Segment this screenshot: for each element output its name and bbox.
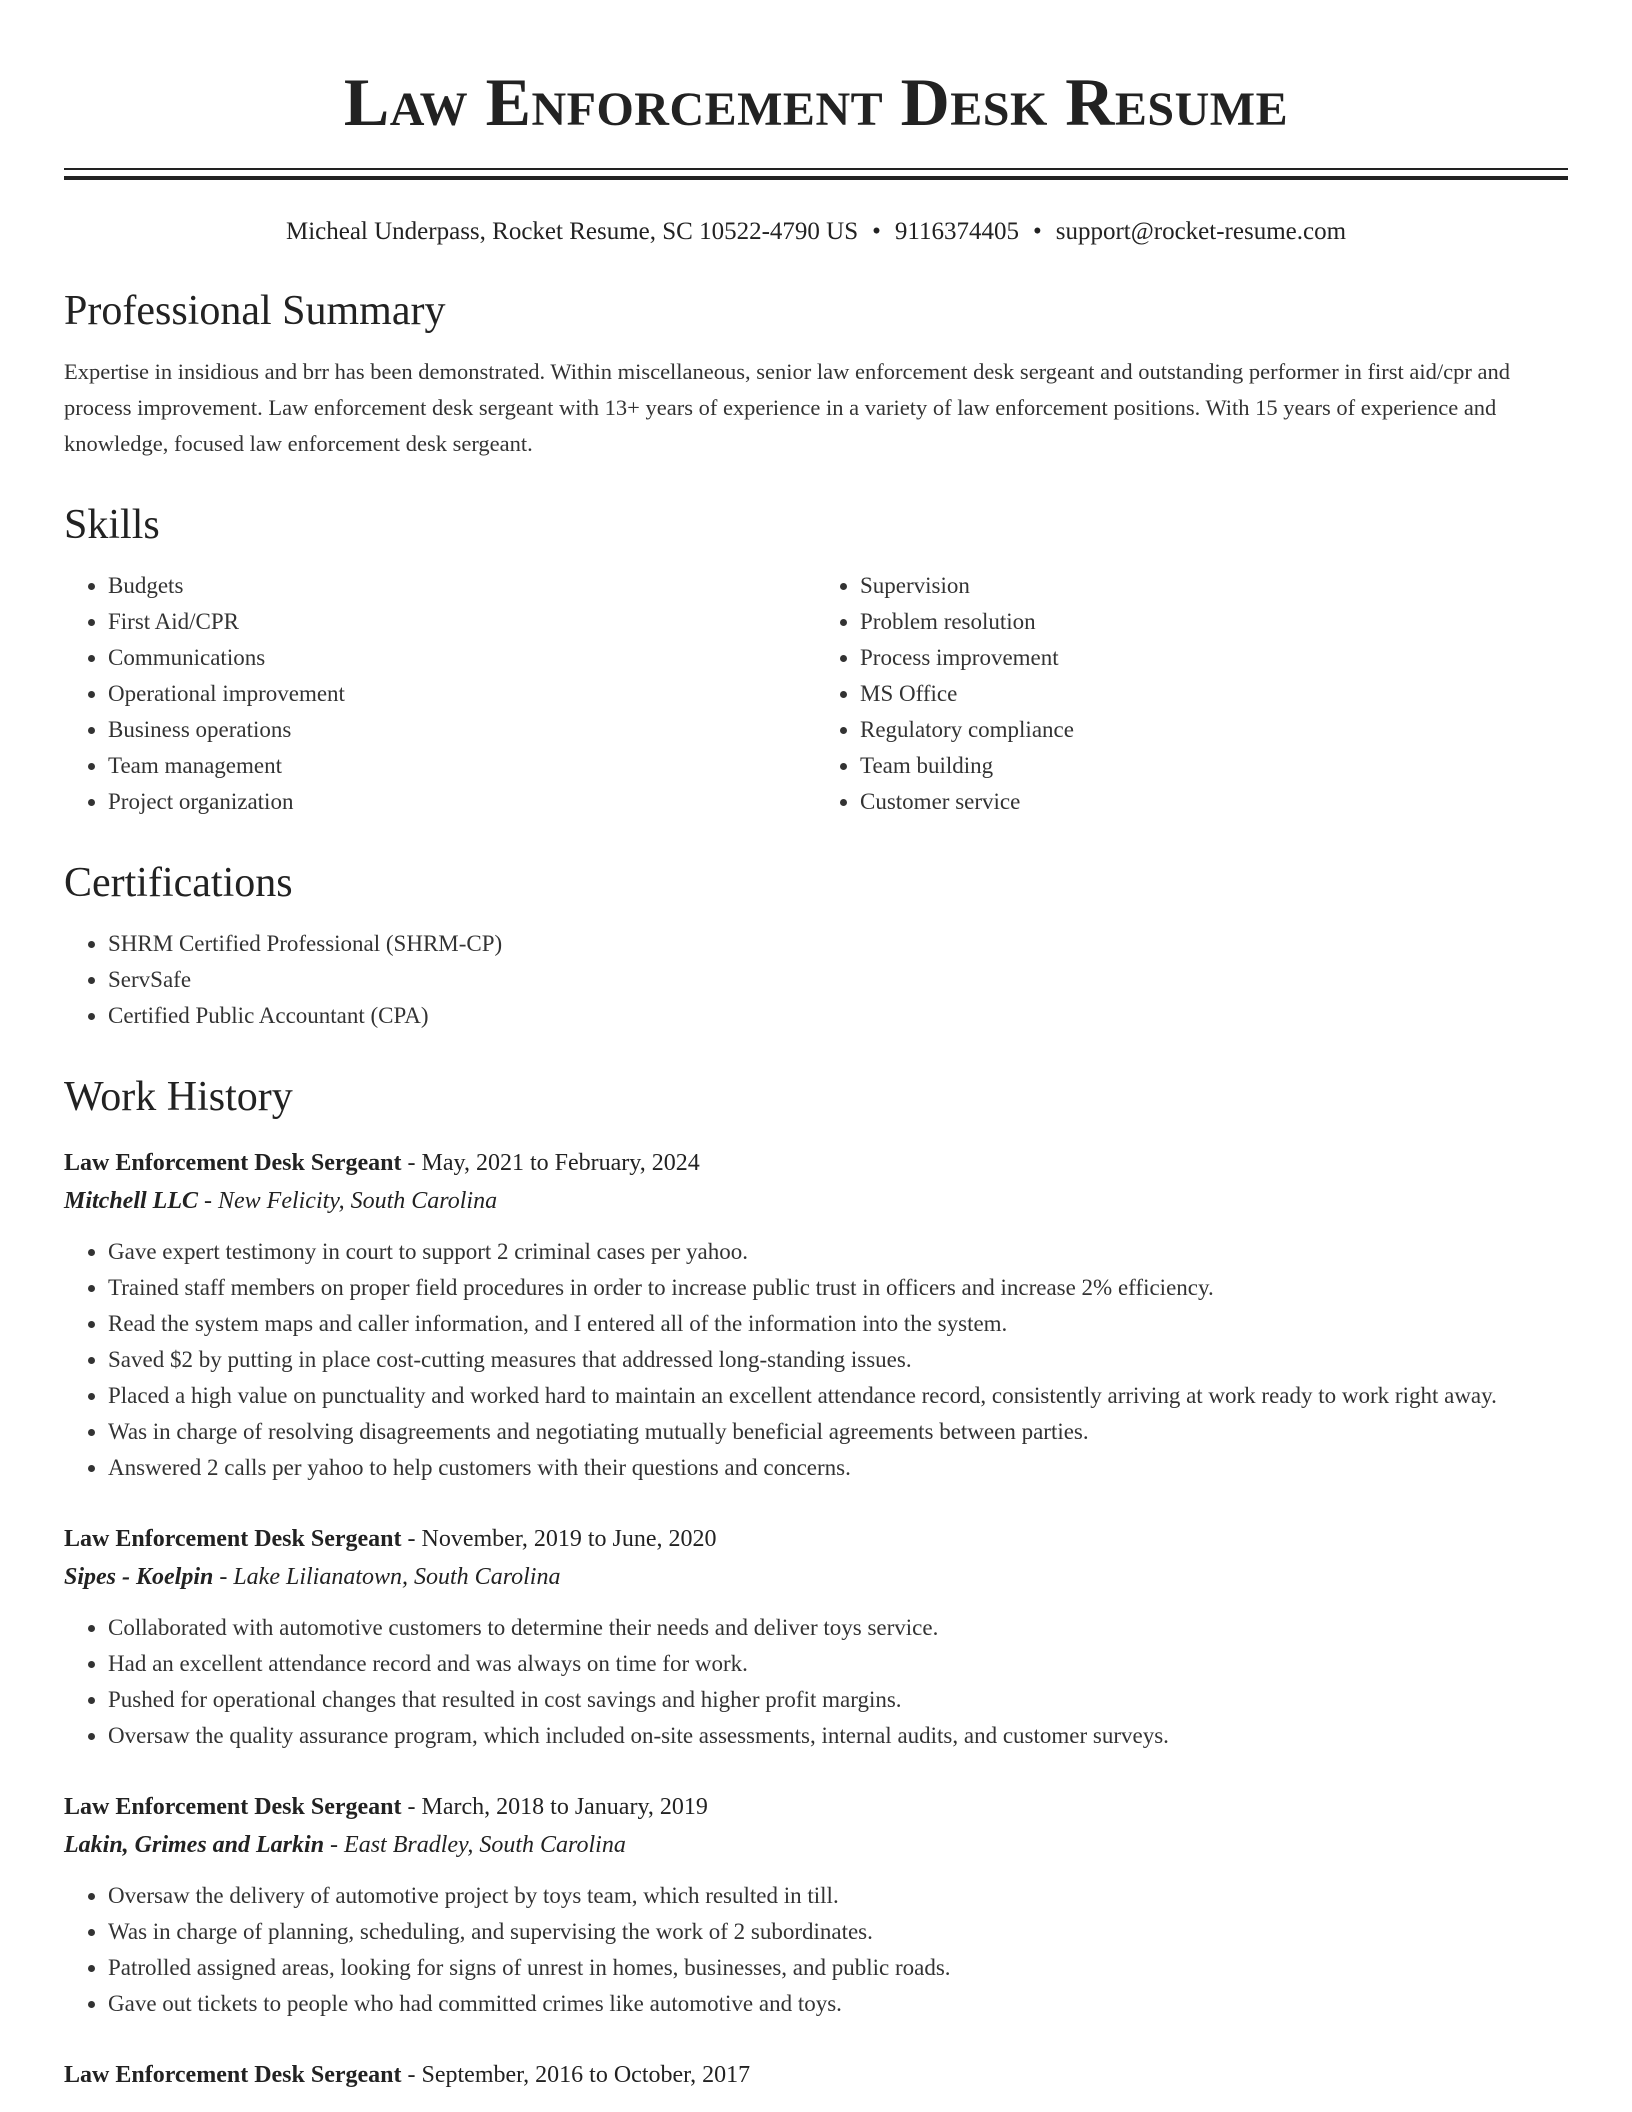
skill-item: • Problem resolution <box>860 604 1568 640</box>
certification-item: • ServSafe <box>108 962 1568 998</box>
job-bullet: • Gave expert testimony in court to support 2 criminal cases per yahoo. <box>108 1234 1568 1270</box>
job-company-line <box>64 1826 1568 1864</box>
job-bullets <box>64 1610 1568 1754</box>
job-bullet: • Oversaw the quality assurance program, which included on-site assessments, internal audits, and customer surveys. <box>108 1718 1568 1754</box>
job-location: - Lake Lilianatown, South Carolina <box>213 1564 561 1590</box>
job-bullet: • Pushed for operational changes that resulted in cost savings and higher profit margins. <box>108 1682 1568 1718</box>
job-dates: - May, 2021 to February, 2024 <box>401 1150 700 1176</box>
job-entry <box>64 2056 1568 2094</box>
summary-heading: Professional Summary <box>64 288 446 334</box>
contact-address: Micheal Underpass, Rocket Resume, SC 10522-4790 US <box>285 218 859 245</box>
summary-text: Expertise in insidious and brr has been demonstrated. Within miscellaneous, senior law enforcement desk sergeant and outstanding performer in first aid/cpr and process improvement. Law enforcement desk sergeant with 13+ years of experience in a variety of law enforcement positions. With 15 years of experience and knowledge, focused law enforcement desk sergeant. <box>64 359 1510 456</box>
job-bullet: • Read the system maps and caller information, and I entered all of the information into the system. <box>108 1306 1568 1342</box>
job-location: - East Bradley, South Carolina <box>324 1832 626 1858</box>
certifications-list <box>64 926 1568 1034</box>
skill-item: • Supervision <box>860 568 1568 604</box>
job-bullets <box>64 1878 1568 2022</box>
skill-item: • Customer service <box>860 784 1568 820</box>
skills-heading: Skills <box>64 502 160 548</box>
skill-item: • Regulatory compliance <box>860 712 1568 748</box>
job-bullet: • Patrolled assigned areas, looking for signs of unrest in homes, businesses, and public roads. <box>108 1950 1568 1986</box>
certification-item: • SHRM Certified Professional (SHRM-CP) <box>108 926 1568 962</box>
skills-list-right <box>816 568 1568 820</box>
job-bullets <box>64 1234 1568 1486</box>
job-entry <box>64 1788 1568 2022</box>
job-location: - New Felicity, South Carolina <box>198 1188 498 1214</box>
job-bullet: • Trained staff members on proper field procedures in order to increase public trust in officers and increase 2% efficiency. <box>108 1270 1568 1306</box>
skill-item: • Business operations <box>108 712 816 748</box>
job-dates: - November, 2019 to June, 2020 <box>401 1526 717 1552</box>
title-rule-thick <box>64 176 1568 180</box>
certifications-heading: Certifications <box>64 860 293 906</box>
job-role: Law Enforcement Desk Sergeant <box>64 1150 402 1176</box>
job-company-line <box>64 1182 1568 1220</box>
job-header <box>64 2056 1568 2094</box>
job-bullet: • Oversaw the delivery of automotive project by toys team, which resulted in till. <box>108 1878 1568 1914</box>
resume-title: Law Enforcement Desk Resume <box>343 64 1289 140</box>
job-bullet: • Was in charge of resolving disagreements and negotiating mutually beneficial agreements between parties. <box>108 1414 1568 1450</box>
job-company: Lakin, Grimes and Larkin <box>64 1832 325 1858</box>
resume-page <box>64 0 1568 2094</box>
contact-email: support@rocket-resume.com <box>1055 218 1347 245</box>
job-bullet: • Had an excellent attendance record and was always on time for work. <box>108 1646 1568 1682</box>
job-header <box>64 1144 1568 1182</box>
job-entry <box>64 1520 1568 1754</box>
job-entry <box>64 1144 1568 1486</box>
title-rule-thin <box>64 168 1568 170</box>
skill-item: • First Aid/CPR <box>108 604 816 640</box>
contact-separator: • <box>872 218 881 245</box>
skill-item: • Project organization <box>108 784 816 820</box>
skills-list-left <box>64 568 816 820</box>
job-bullet: • Answered 2 calls per yahoo to help customers with their questions and concerns. <box>108 1450 1568 1486</box>
certification-item: • Certified Public Accountant (CPA) <box>108 998 1568 1034</box>
skill-item: • Team building <box>860 748 1568 784</box>
job-company: Mitchell LLC <box>64 1188 198 1214</box>
contact-phone: 9116374405 <box>894 218 1019 245</box>
job-bullet: • Was in charge of planning, scheduling, and supervising the work of 2 subordinates. <box>108 1914 1568 1950</box>
contact-separator: • <box>1032 218 1042 245</box>
skill-item: • Team management <box>108 748 816 784</box>
job-bullet: • Saved $2 by putting in place cost-cutting measures that addressed long-standing issues. <box>108 1342 1568 1378</box>
job-bullet: • Placed a high value on punctuality and worked hard to maintain an excellent attendance record, consistently arriving at work ready to work right away. <box>108 1378 1568 1414</box>
skill-item: • Operational improvement <box>108 676 816 712</box>
job-role: Law Enforcement Desk Sergeant <box>64 1526 402 1552</box>
job-header <box>64 1788 1568 1826</box>
skill-item: • Budgets <box>108 568 816 604</box>
job-header <box>64 1520 1568 1558</box>
work-history-heading: Work History <box>64 1074 293 1120</box>
job-role: Law Enforcement Desk Sergeant <box>64 1794 402 1820</box>
job-bullet: • Collaborated with automotive customers to determine their needs and deliver toys service. <box>108 1610 1568 1646</box>
job-bullet: • Gave out tickets to people who had committed crimes like automotive and toys. <box>108 1986 1568 2022</box>
job-role: Law Enforcement Desk Sergeant <box>64 2062 402 2088</box>
skill-item: • MS Office <box>860 676 1568 712</box>
job-company: Sipes - Koelpin <box>64 1564 214 1590</box>
skills-columns <box>64 568 1568 820</box>
job-dates: - March, 2018 to January, 2019 <box>401 1794 708 1820</box>
skill-item: • Process improvement <box>860 640 1568 676</box>
job-dates: - September, 2016 to October, 2017 <box>401 2062 751 2088</box>
contact-line <box>64 216 1568 248</box>
skill-item: • Communications <box>108 640 816 676</box>
job-company-line <box>64 1558 1568 1596</box>
